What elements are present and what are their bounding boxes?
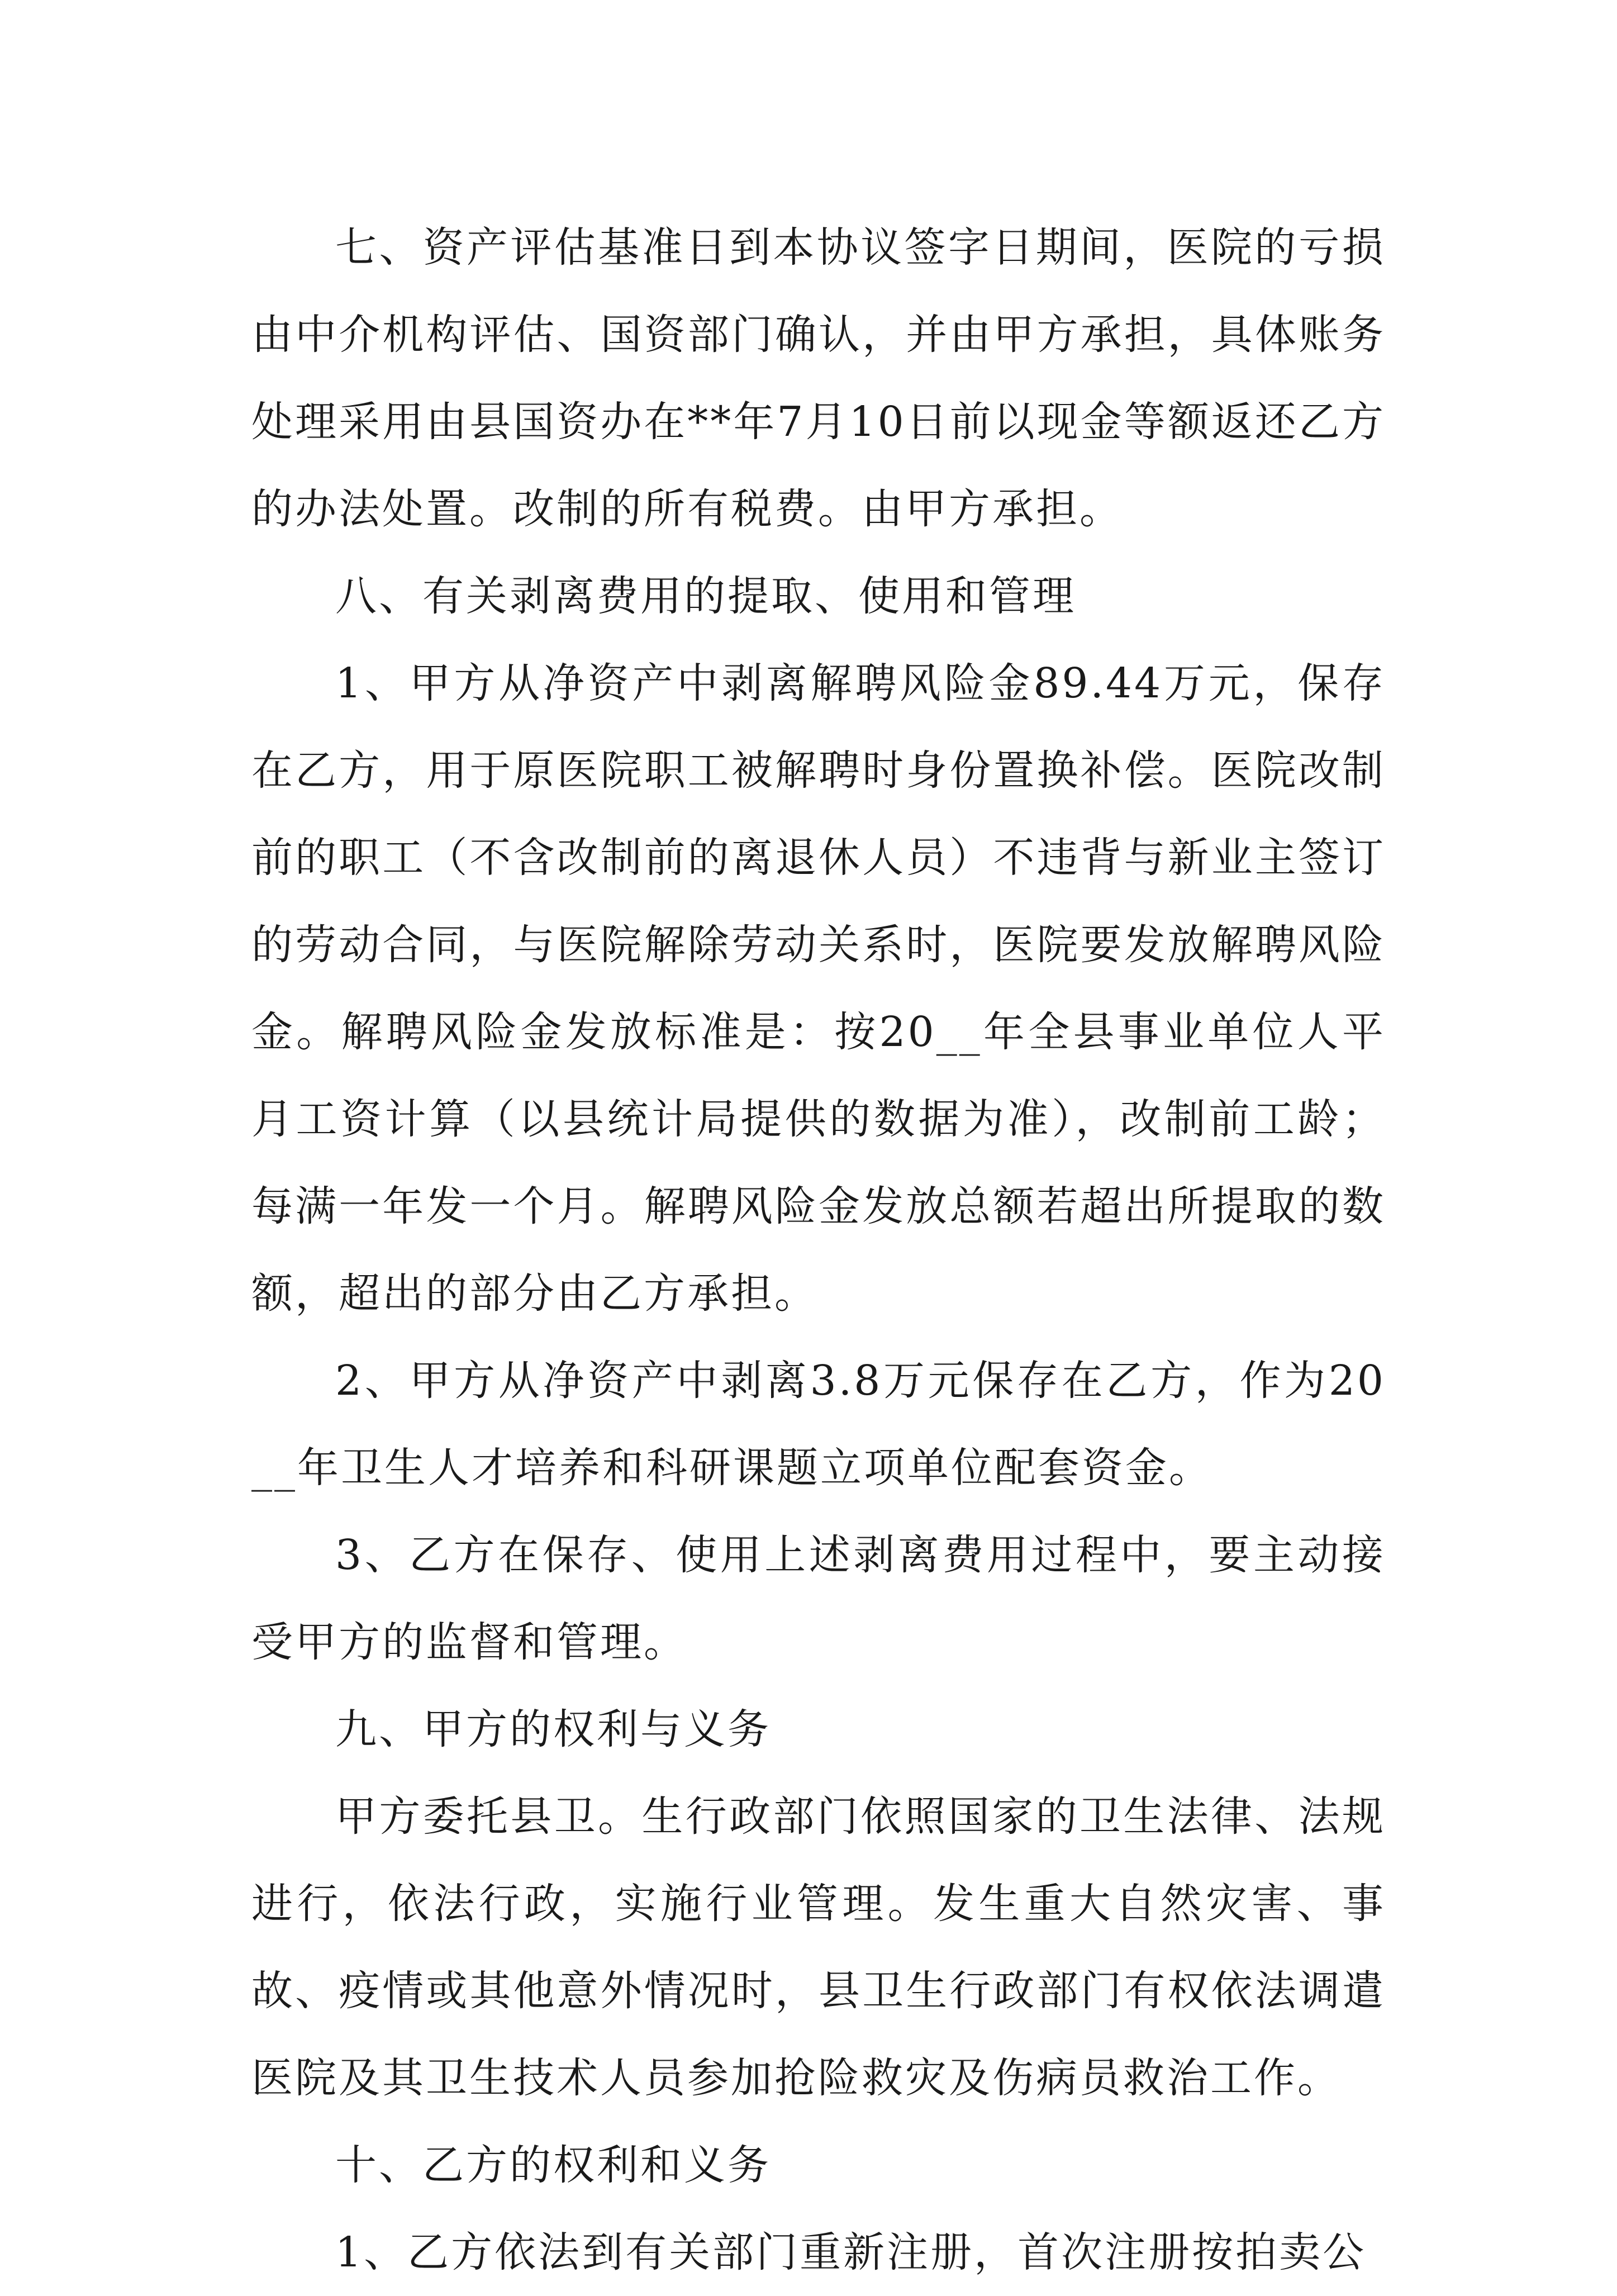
paragraph-training-fund: 2、甲方从净资产中剥离3.8万元保存在乙方，作为20__年卫生人才培养和科研课题立项单位配套资金。 — [251, 1357, 1386, 1492]
heading-section-eight: 八、有关剥离费用的提取、使用和管理 — [335, 572, 1076, 620]
paragraph-dismissal-risk-fund: 1、甲方从净资产中剥离解聘风险金89.44万元，保存在乙方，用于原医院职工被解聘时身份置换补偿。医院改制前的职工（不含改制前的离退休人员）不违背与新业主签订的劳动合同，与医院解除劳动关系时，医院要发放解聘风险金。解聘风险金发放标准是：按20__年全县事业单位人平月工资计算（以县统计局提供的数据为准），改制前工龄；每满一年发一个月。解聘风险金发放总额若超出所提取的数额，超出的部分由乙方承担。 — [251, 659, 1386, 1318]
paragraph-party-a-duties: 甲方委托县卫。生行政部门依照国家的卫生法律、法规进行，依法行政，实施行业管理。发生重大自然灾害、事故、疫情或其他意外情况时，县卫生行政部门有权依法调遣医院及其卫生技术人员参加抢险救灾及伤病员救治工作。 — [251, 1793, 1386, 2102]
heading-section-ten: 十、乙方的权利和义务 — [335, 2141, 771, 2189]
heading-section-nine: 九、甲方的权利与义务 — [335, 1705, 771, 1753]
paragraph-party-b-registration: 1、乙方依法到有关部门重新注册，首次注册按拍卖公 — [335, 2228, 1367, 2276]
paragraph-supervision: 3、乙方在保存、使用上述剥离费用过程中，要主动接受甲方的监督和管理。 — [251, 1531, 1386, 1666]
document-body — [251, 204, 1386, 2296]
paragraph-asset-evaluation: 七、资产评估基准日到本协议签字日期间，医院的亏损由中介机构评估、国资部门确认，并由甲方承担，具体账务处理采用由县国资办在**年7月10日前以现金等额返还乙方的办法处置。改制的所有税费。由甲方承担。 — [251, 224, 1386, 533]
